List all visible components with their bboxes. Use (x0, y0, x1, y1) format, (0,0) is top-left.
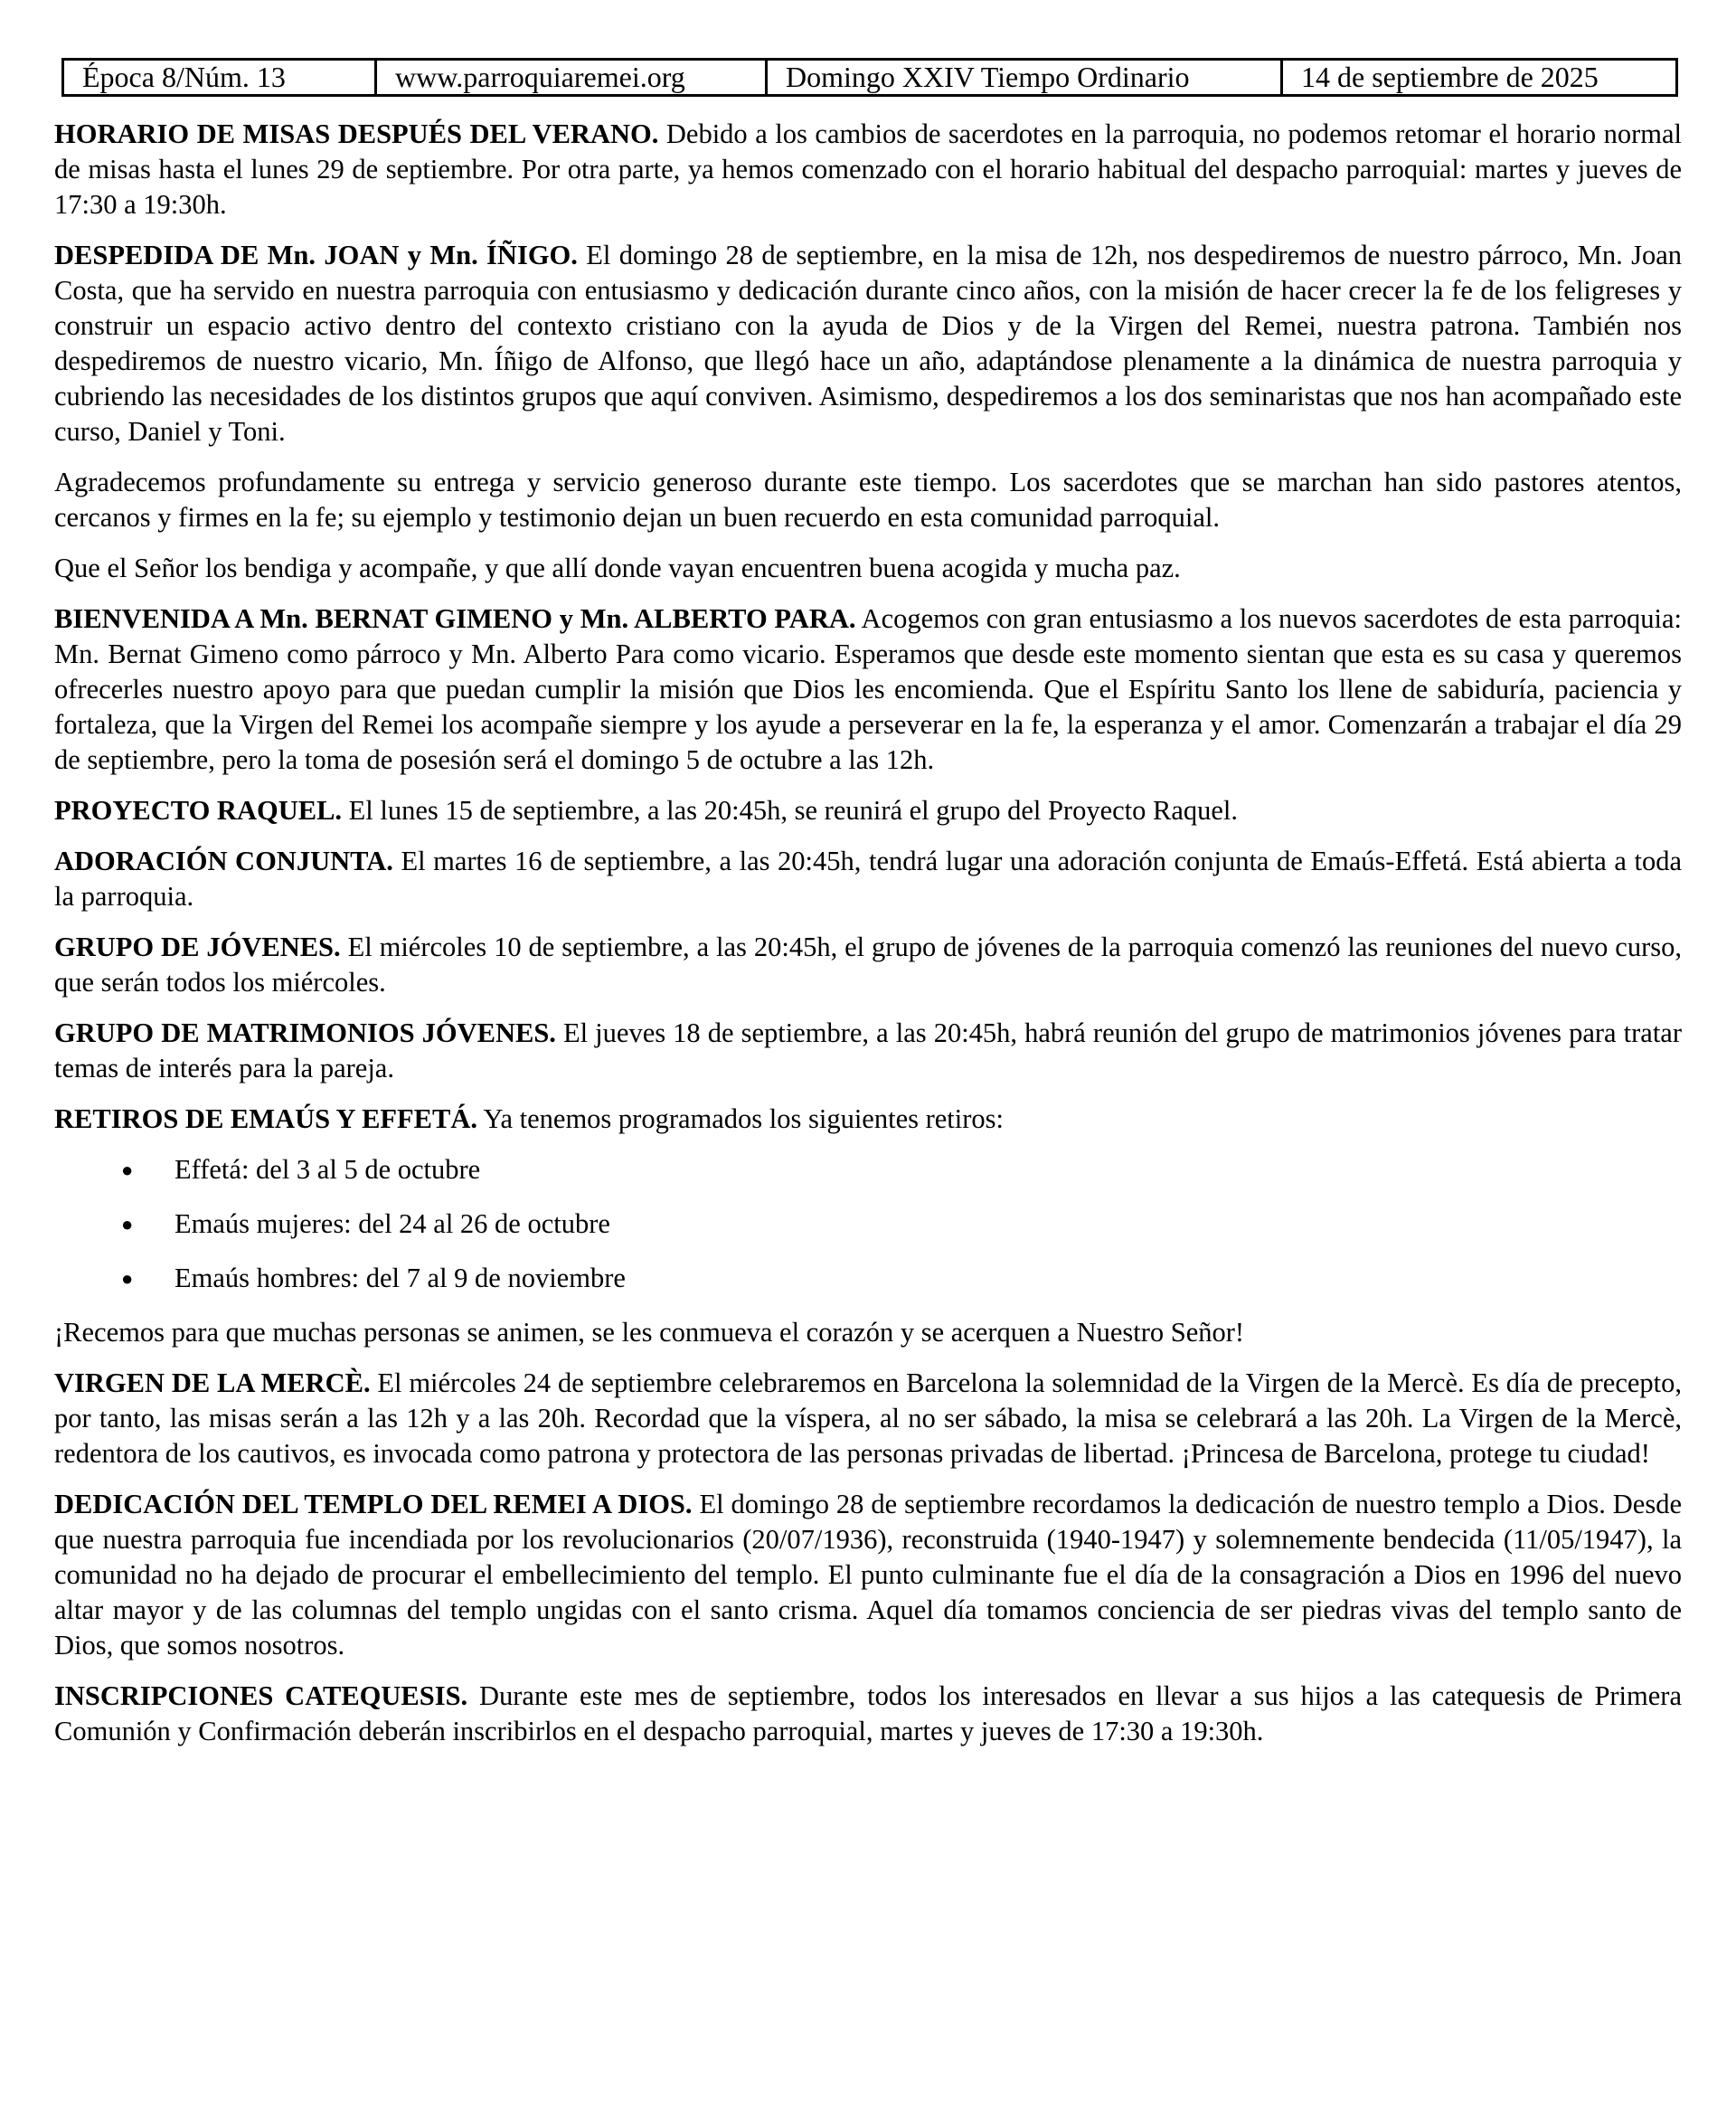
section-title: VIRGEN DE LA MERCÈ. (54, 1367, 371, 1398)
section-text: Ya tenemos programados los siguientes retiros: (477, 1103, 1004, 1134)
bullet-icon: ● (121, 1267, 134, 1290)
section-merce (54, 1366, 1682, 1471)
bulletin-content (54, 117, 1682, 1749)
section-title: HORARIO DE MISAS DESPUÉS DEL VERANO. (54, 118, 659, 149)
retreat-list (54, 1152, 1682, 1296)
section-text: El martes 16 de septiembre, a las 20:45h, tendrá lugar una adoración conjunta de Emaús-Effetá. Está abierta a toda la parroquia. (54, 846, 1682, 912)
section-dedicacion (54, 1487, 1682, 1663)
bulletin-page (54, 58, 1682, 1765)
section-matrimonios (54, 1016, 1682, 1086)
section-raquel (54, 793, 1682, 828)
paragraph: Agradecemos profundamente su entrega y servicio generoso durante este tiempo. Los sacerdotes que se marchan han sido pastores atentos, cercanos y firmes en la fe; su ejemplo y testimonio dejan un buen recuerdo en esta comunidad parroquial. (54, 467, 1682, 533)
section-title: GRUPO DE MATRIMONIOS JÓVENES. (54, 1017, 556, 1048)
section-text: El domingo 28 de septiembre recordamos la dedicación de nuestro templo a Dios. Desde que nuestra parroquia fue incendiada por los revolucionarios (20/07/1936), reconstruida (1940-1947) y solemnemente bendecida (11/05/1947), la comunidad no ha dejado de procurar el embellecimiento del templo. El punto culminante fue el día de la consagración a Dios en 1996 del nuevo altar mayor y de las columnas del templo ungidas con el santo crisma. Aquel día tomamos conciencia de ser piedras vivas del templo santo de Dios, que somos nosotros. (54, 1489, 1683, 1661)
section-text: El jueves 18 de septiembre, a las 20:45h, habrá reunión del grupo de matrimonios jóvenes para tratar temas de interés para la pareja. (54, 1017, 1682, 1083)
paragraph: ¡Recemos para que muchas personas se animen, se les conmueva el corazón y se acerquen a Nuestro Señor! (54, 1317, 1245, 1348)
section-title: PROYECTO RAQUEL. (54, 795, 343, 826)
section-horario (54, 117, 1682, 222)
list-item (54, 1261, 1682, 1296)
section-text: El domingo 28 de septiembre, en la misa de 12h, nos despediremos de nuestro párroco, Mn. Joan Costa, que ha servido en nuestra parroquia con entusiasmo y dedicación durante cinco años, con la misión de hacer crecer la fe de los feligreses y construir un espacio activo dentro del contexto cristiano con la ayuda de Dios y de la Virgen del Remei, nuestra patrona. También nos despediremos de nuestro vicario, Mn. Íñigo de Alfonso, que llegó hace un año, adaptándose plenamente a la dinámica de nuestra parroquia y cubriendo las necesidades de los distintos grupos que aquí conviven. Asimismo, despediremos a los dos seminaristas que nos han acompañado este curso, Daniel y Toni. (54, 240, 1682, 447)
section-jovenes (54, 930, 1682, 1000)
section-text: El miércoles 24 de septiembre celebraremos en Barcelona la solemnidad de la Virgen de la Mercè. Es día de precepto, por tanto, las misas serán a las 12h y a las 20h. Recordad que la víspera, al no ser sábado, la misa se celebrará a las 20h. La Virgen de la Mercè, redentora de los cautivos, es invocada como patrona y protectora de las personas privadas de libertad. ¡Princesa de Barcelona, protege tu ciudad! (54, 1367, 1682, 1469)
section-adoracion (54, 844, 1682, 914)
list-item (54, 1206, 1682, 1242)
liturgical-day: Domingo XXIV Tiempo Ordinario (765, 61, 1280, 94)
section-title: RETIROS DE EMAÚS Y EFFETÁ. (54, 1103, 478, 1134)
list-item-text: Effetá: del 3 al 5 de octubre (175, 1154, 481, 1185)
section-title: DESPEDIDA DE Mn. JOAN y Mn. ÍÑIGO. (54, 240, 578, 270)
edition-number: Época 8/Núm. 13 (82, 61, 286, 93)
website-link[interactable]: www.parroquiaremei.org (374, 61, 765, 94)
section-text: Durante este mes de septiembre, todos los interesados en llevar a sus hijos a las catequesis de Primera Comunión y Confirmación deberán inscribirlos en el despacho parroquial, martes y jueves de 17:30 a 19:30h. (54, 1680, 1682, 1746)
section-title: ADORACIÓN CONJUNTA. (54, 846, 393, 876)
list-item (54, 1152, 1682, 1187)
section-title: BIENVENIDA A Mn. BERNAT GIMENO y Mn. ALBERTO PARA. (54, 603, 856, 634)
section-title: INSCRIPCIONES CATEQUESIS. (54, 1680, 468, 1711)
section-text: El lunes 15 de septiembre, a las 20:45h, se reunirá el grupo del Proyecto Raquel. (342, 795, 1239, 826)
paragraph: Que el Señor los bendiga y acompañe, y que allí donde vayan encuentren buena acogida y mucha paz. (54, 553, 1181, 583)
bullet-icon: ● (121, 1159, 134, 1181)
list-item-text: Emaús mujeres: del 24 al 26 de octubre (175, 1208, 610, 1239)
section-title: DEDICACIÓN DEL TEMPLO DEL REMEI A DIOS. (54, 1489, 693, 1519)
list-item-text: Emaús hombres: del 7 al 9 de noviembre (175, 1263, 626, 1293)
section-text: Debido a los cambios de sacerdotes en la parroquia, no podemos retomar el horario normal de misas hasta el lunes 29 de septiembre. Por otra parte, ya hemos comenzado con el horario habitual del despacho parroquial: martes y jueves de 17:30 a 19:30h. (54, 118, 1682, 220)
section-text: El miércoles 10 de septiembre, a las 20:45h, el grupo de jóvenes de la parroquia comenzó las reuniones del nuevo curso, que serán todos los miércoles. (54, 932, 1682, 998)
section-catequesis (54, 1679, 1682, 1749)
section-title: GRUPO DE JÓVENES. (54, 932, 341, 962)
bullet-icon: ● (121, 1213, 134, 1235)
section-retiros (54, 1102, 1682, 1137)
bulletin-date: 14 de septiembre de 2025 (1280, 61, 1675, 94)
section-text: Acogemos con gran entusiasmo a los nuevos sacerdotes de esta parroquia: Mn. Bernat Gimeno como párroco y Mn. Alberto Para como vicario. Esperamos que desde este momento sientan que esta es su casa y queremos ofrecerles nuestro apoyo para que puedan cumplir la misión que Dios les encomienda. Que el Espíritu Santo los llene de sabiduría, paciencia y fortaleza, que la Virgen del Remei los acompañe siempre y los ayude a perseverar en la fe, la esperanza y el amor. Comenzarán a trabajar el día 29 de septiembre, pero la toma de posesión será el domingo 5 de octubre a las 12h. (54, 603, 1682, 775)
section-bienvenida (54, 601, 1682, 778)
bulletin-header (61, 58, 1678, 97)
section-despedida (54, 238, 1682, 449)
